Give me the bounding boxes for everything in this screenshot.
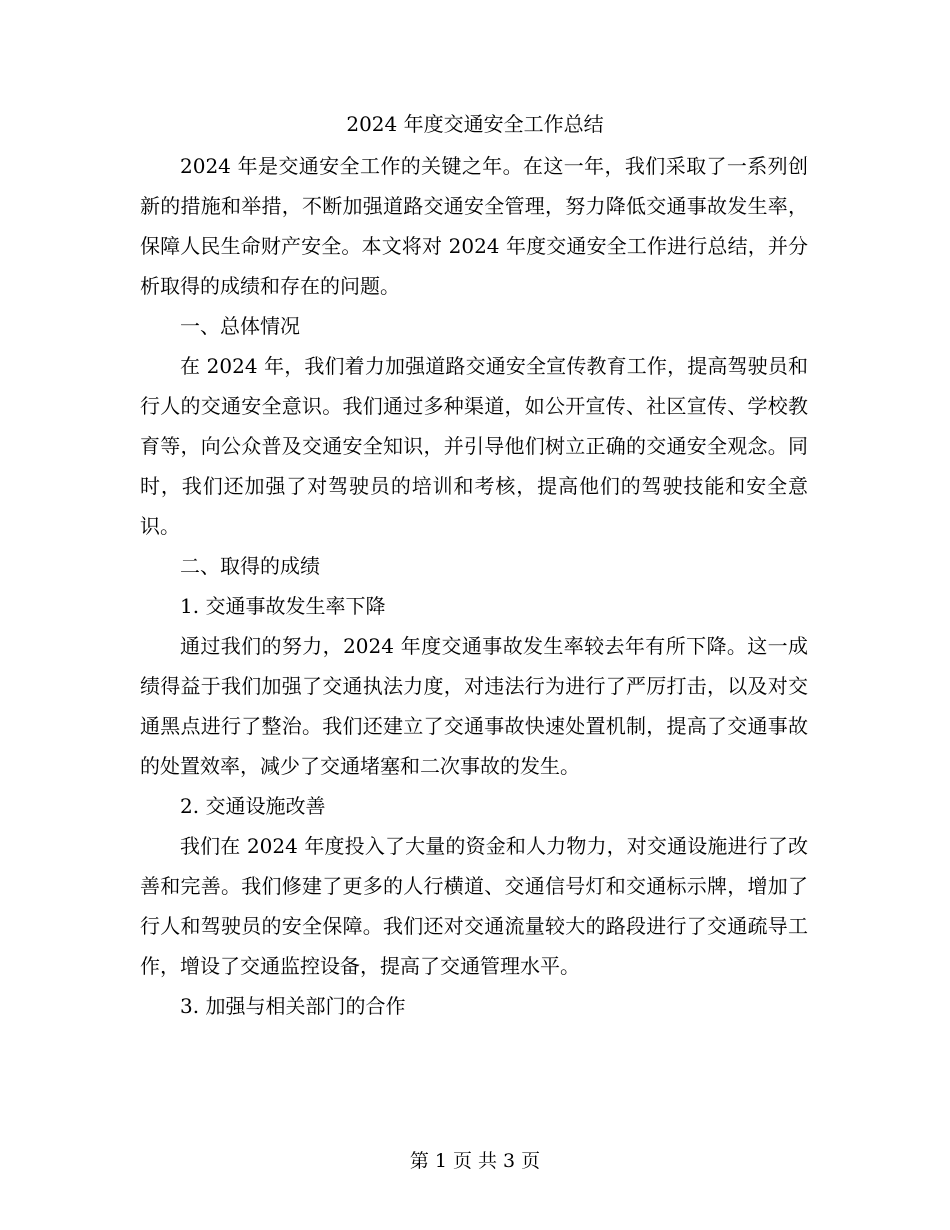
section-heading-achievements: 二、取得的成绩 (180, 554, 320, 578)
page-indicator: 第 1 页 共 3 页 (409, 1150, 541, 1172)
document-body (140, 146, 808, 1026)
subheading-accident-rate: 1. 交通事故发生率下降 (180, 594, 386, 618)
subheading-facilities: 2. 交通设施改善 (180, 794, 326, 818)
intro-paragraph: 2024 年是交通安全工作的关键之年。在这一年，我们采取了一系列创新的措施和举措，不断加强道路交通安全管理，努力降低交通事故发生率，保障人民生命财产安全。本文将对 2024 年度交通安全工作进行总结，并分析取得的成绩和存在的问题。 (140, 154, 808, 298)
subheading-cooperation: 3. 加强与相关部门的合作 (180, 994, 406, 1018)
document-title: 2024 年度交通安全工作总结 (346, 112, 604, 136)
section-heading-overview: 一、总体情况 (180, 314, 300, 338)
accident-rate-paragraph: 通过我们的努力，2024 年度交通事故发生率较去年有所下降。这一成绩得益于我们加强了交通执法力度，对违法行为进行了严厉打击，以及对交通黑点进行了整治。我们还建立了交通事故快速处置机制，提高了交通事故的处置效率，减少了交通堵塞和二次事故的发生。 (140, 634, 808, 778)
facilities-paragraph: 我们在 2024 年度投入了大量的资金和人力物力，对交通设施进行了改善和完善。我们修建了更多的人行横道、交通信号灯和交通标示牌，增加了行人和驾驶员的安全保障。我们还对交通流量较大的路段进行了交通疏导工作，增设了交通监控设备，提高了交通管理水平。 (140, 834, 808, 978)
overview-paragraph: 在 2024 年，我们着力加强道路交通安全宣传教育工作，提高驾驶员和行人的交通安全意识。我们通过多种渠道，如公开宣传、社区宣传、学校教育等，向公众普及交通安全知识，并引导他们树立正确的交通安全观念。同时，我们还加强了对驾驶员的培训和考核，提高他们的驾驶技能和安全意识。 (140, 354, 808, 538)
